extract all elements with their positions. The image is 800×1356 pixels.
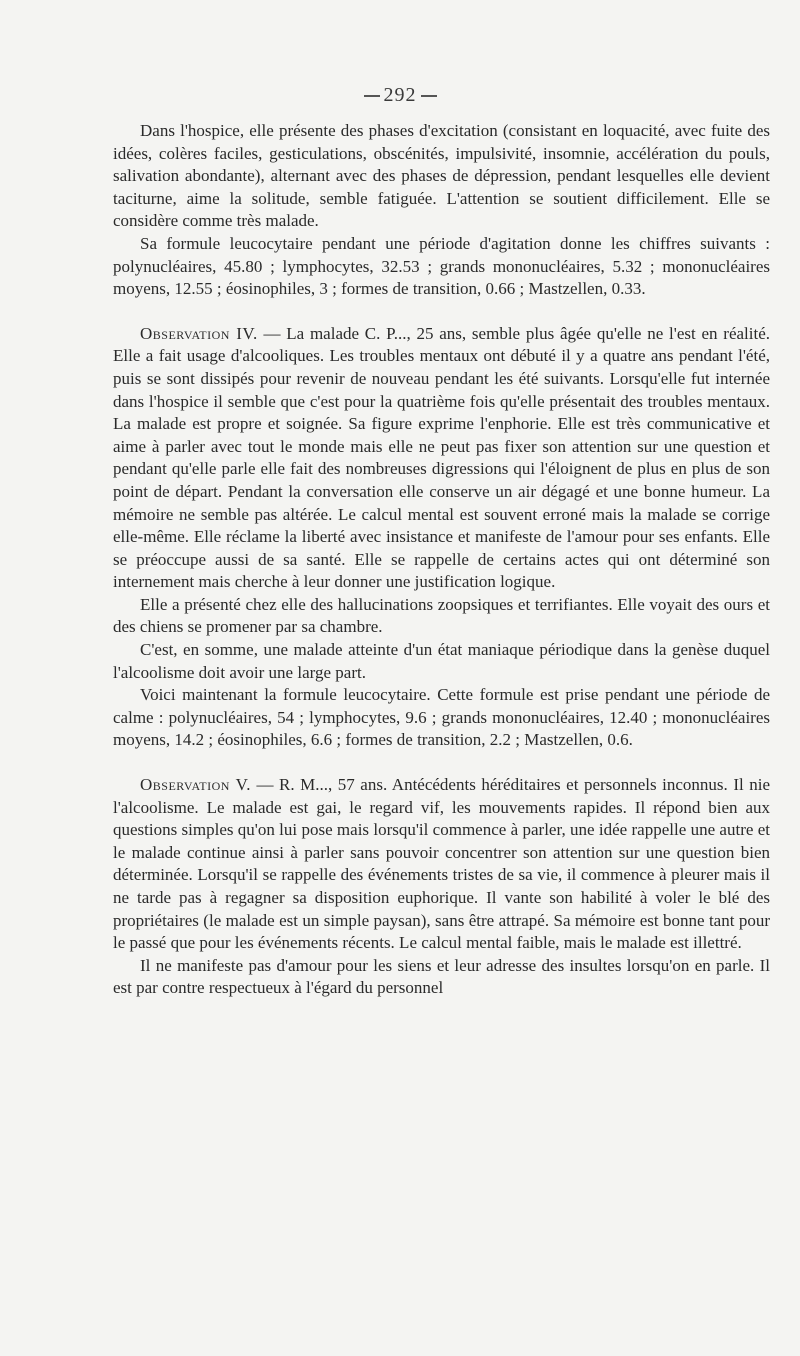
page-number-dash-left — [364, 95, 380, 97]
paragraph-family-attitude: Il ne manifeste pas d'amour pour les siens et leur adresse des insultes lorsqu'on en parle. Il est par contre respectueux à l'égard du personnel — [113, 955, 770, 998]
page-number-dash-right — [421, 95, 437, 97]
observation-iv-text: — La malade C. P..., 25 ans, semble plus âgée qu'elle ne l'est en réalité. Elle a fait usage d'alcooliques. Les troubles mentaux ont débuté il y a quatre ans pendant l'été, puis se sont dissipés pour revenir de nouveau pendant les été suivants. Lorsqu'elle fut internée dans l'hospice il semble que c'est pour la quatrième fois qu'elle présentait des troubles mentaux. La malade est propre et soignée. Sa figure exprime l'enphorie. Elle est très communicative et aime à parler avec tout le monde mais elle ne peut pas fixer son attention sur une question et pendant qu'elle parle elle fait des nombreuses digressions qui l'éloignent de plus en plus de son point de départ. Pendant la conversation elle conserve un air dégagé et une bonne humeur. La mémoire ne semble pas altérée. Le calcul mental est souvent erroné mais la malade se corrige elle-même. Elle réclame la liberté avec insistance et manifeste de l'amour pour ses enfants. Elle se préoccupe aussi de sa santé. Elle se rappelle de certains actes qui ont déterminé son internement mais cherche à leur donner une justification logique. — [113, 323, 771, 592]
body-text — [113, 120, 770, 1000]
page-number — [0, 84, 800, 107]
paragraph-hallucinations: Elle a présenté chez elle des hallucinations zoopsiques et terrifiantes. Elle voyait des ours et des chiens se promener par sa chambre. — [113, 594, 770, 637]
section-gap — [113, 752, 770, 774]
observation-v-heading: Observation V. — [140, 775, 251, 795]
observation-iv-heading: Observation IV. — [140, 323, 258, 343]
paragraph-leucocyte-formula-calm: Voici maintenant la formule leucocytaire. Cette formule est prise pendant une période de calme : polynucléaires, 54 ; lymphocytes, 9.6 ; grands mononucléaires, 12.40 ; mononucléaires moyens, 14.2 ; éosinophiles, 6.6 ; formes de transition, 2.2 ; Mastzellen, 0.6. — [113, 685, 770, 750]
section-gap — [113, 301, 770, 323]
paragraph-observation-v — [113, 774, 770, 955]
paragraph-summary-maniac-state: C'est, en somme, une malade atteinte d'un état maniaque périodique dans la genèse duquel l'alcoolisme doit avoir une large part. — [113, 640, 770, 682]
observation-v-text: — R. M..., 57 ans. Antécédents héréditaires et personnels inconnus. Il nie l'alcoolisme. Le malade est gai, le regard vif, les mouvements rapides. Il répond bien aux questions simples qu'on lui pose mais lorsqu'il commence à parler, une idée rappelle une autre et le malade continue ainsi à parler sans pouvoir concentrer son attention sur une question bien déterminée. Lorsqu'il se rappelle des événements tristes de sa vie, il commence à pleurer mais il ne tarde pas à regagner sa disposition euphorique. Il vante son habilité à voler le blé des propriétaires (le malade est un simple paysan), sans être attrapé. Sa mémoire est bonne tant pour le passé que pour les événements récents. Le calcul mental faible, mais le malade est illettré. — [113, 775, 770, 953]
paragraph-leucocyte-formula-agitation: Sa formule leucocytaire pendant une période d'agitation donne les chiffres suivants : polynucléaires, 45.80 ; lymphocytes, 32.53 ; grands mononucléaires, 5.32 ; mononucléaires moyens, 12.55 ; éosinophiles, 3 ; formes de transition, 0.66 ; Mastzellen, 0.33. — [113, 233, 770, 299]
page-number-text: 292 — [383, 84, 417, 106]
paragraph-hospice-phases: Dans l'hospice, elle présente des phases d'excitation (consistant en loquacité, avec fuite des idées, colères faciles, gesticulations, obscénités, impulsivité, insomnie, accélération du pouls, salivation abondante), alternant avec des phases de dépression, pendant lesquelles elle devient taciturne, aime la solitude, semble fatiguée. L'attention se soutient difficilement. Elle se considère comme très malade. — [113, 121, 770, 231]
paragraph-observation-iv — [113, 323, 770, 594]
